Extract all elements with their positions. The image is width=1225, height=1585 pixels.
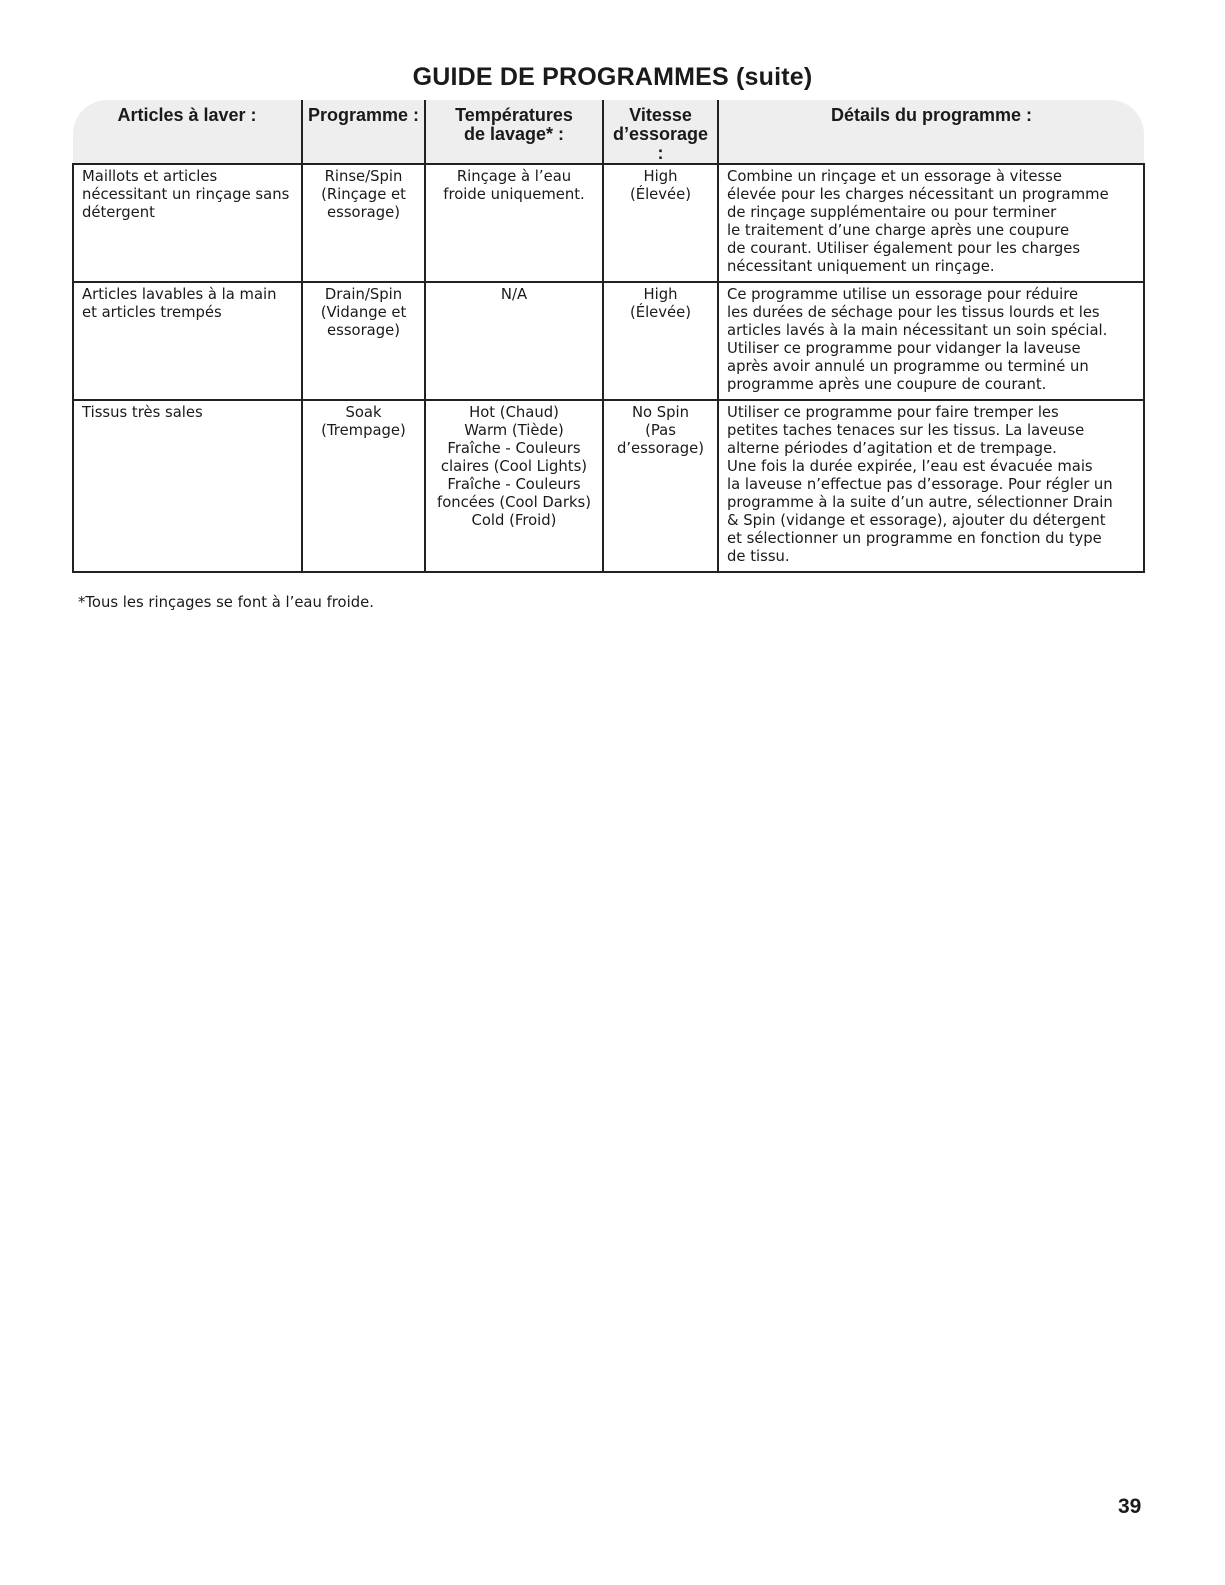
cell-line: de rinçage supplémentaire ou pour terminer [727, 204, 1057, 221]
cell-line: les durées de séchage pour les tissus lourds et les [727, 304, 1100, 321]
cell-line: foncées (Cool Darks) [436, 494, 592, 511]
header-vitesse-line2: d’essorage : [612, 124, 709, 163]
cell-line: Fraîche - Couleurs [447, 440, 581, 457]
cell-line: High [643, 286, 678, 303]
cell-line: élevée pour les charges nécessitant un programme [727, 186, 1109, 203]
cell-line: (Vidange et [320, 304, 407, 321]
cell-line: programme après une coupure de courant. [727, 376, 1047, 393]
cell-line: (Élevée) [629, 186, 692, 203]
cell-line: Ce programme utilise un essorage pour réduire [727, 286, 1079, 303]
cell-line: petites taches tenaces sur les tissus. La laveuse [727, 422, 1085, 439]
cell-temperatures [425, 400, 603, 572]
header-articles-label: Articles à laver : [117, 105, 257, 125]
cell-line: High [643, 168, 678, 185]
cell-vitesse [603, 282, 718, 400]
cell-line: d’essorage) [616, 440, 705, 457]
page-title: GUIDE DE PROGRAMMES (suite) [412, 63, 813, 91]
cell-programme [302, 282, 425, 400]
cell-line: programme à la suite d’un autre, sélectionner Drain [727, 494, 1113, 511]
cell-line: de tissu. [727, 548, 790, 565]
cell-line: articles lavés à la main nécessitant un soin spécial. [727, 322, 1108, 339]
header-temperatures-line1: Températures [455, 105, 573, 125]
cell-line: Articles lavables à la main [82, 286, 277, 303]
cell-line: détergent [82, 204, 155, 221]
cell-line: & Spin (vidange et essorage), ajouter du détergent [727, 512, 1106, 529]
cell-line: (Élevée) [629, 304, 692, 321]
cell-articles [73, 400, 302, 572]
header-details [718, 100, 1144, 164]
cell-temperatures [425, 164, 603, 282]
table-row [73, 400, 1144, 572]
cell-line: Soak [345, 404, 382, 421]
cell-line: nécessitant uniquement un rinçage. [727, 258, 995, 275]
cell-articles [73, 282, 302, 400]
cell-line: Drain/Spin [324, 286, 403, 303]
cell-line: Rinçage à l’eau [456, 168, 572, 185]
header-vitesse [603, 100, 718, 164]
cell-vitesse [603, 164, 718, 282]
header-articles [73, 100, 302, 164]
cell-line: de courant. Utiliser également pour les charges [727, 240, 1081, 257]
cell-details [718, 400, 1144, 572]
cell-line: (Rinçage et [321, 186, 406, 203]
cell-line: et articles trempés [82, 304, 222, 321]
cell-line: Tissus très sales [82, 404, 203, 421]
cell-line: nécessitant un rinçage sans [82, 186, 290, 203]
cell-programme [302, 164, 425, 282]
table-header-row [73, 100, 1144, 164]
cell-line: Une fois la durée expirée, l’eau est évacuée mais [727, 458, 1093, 475]
cell-programme [302, 400, 425, 572]
cell-line: Maillots et articles [82, 168, 218, 185]
footnote: *Tous les rinçages se font à l’eau froide. [78, 594, 374, 611]
cell-line: et sélectionner un programme en fonction du type [727, 530, 1102, 547]
cell-line: No Spin [631, 404, 690, 421]
cell-details [718, 164, 1144, 282]
cell-line: la laveuse n’effectue pas d’essorage. Pour régler un [727, 476, 1113, 493]
cell-line: froide uniquement. [443, 186, 585, 203]
cell-line: Rinse/Spin [324, 168, 403, 185]
cell-line: Cold (Froid) [471, 512, 557, 529]
cell-line: Utiliser ce programme pour vidanger la laveuse [727, 340, 1081, 357]
cell-line: Utiliser ce programme pour faire tremper les [727, 404, 1059, 421]
header-programme-label: Programme : [307, 105, 420, 125]
header-details-label: Détails du programme : [830, 105, 1033, 125]
cell-details [718, 282, 1144, 400]
cell-line: après avoir annulé un programme ou terminé un [727, 358, 1089, 375]
programme-guide-table [72, 100, 1145, 573]
cell-line: (Trempage) [321, 422, 406, 439]
cell-line: (Pas [645, 422, 676, 439]
cell-line: Hot (Chaud) [469, 404, 559, 421]
table-row [73, 282, 1144, 400]
cell-line: Warm (Tiède) [464, 422, 564, 439]
cell-line: essorage) [327, 322, 400, 339]
cell-line: le traitement d’une charge après une coupure [727, 222, 1070, 239]
cell-vitesse [603, 400, 718, 572]
cell-temperatures [425, 282, 603, 400]
cell-articles [73, 164, 302, 282]
header-vitesse-line1: Vitesse [629, 105, 692, 125]
header-temperatures-line2: de lavage* : [463, 124, 565, 144]
cell-line: Fraîche - Couleurs [447, 476, 581, 493]
cell-line: essorage) [327, 204, 400, 221]
header-temperatures [425, 100, 603, 164]
header-programme [302, 100, 425, 164]
cell-line: Combine un rinçage et un essorage à vitesse [727, 168, 1062, 185]
cell-line: alterne périodes d’agitation et de trempage. [727, 440, 1057, 457]
table-row [73, 164, 1144, 282]
cell-line: N/A [500, 286, 528, 303]
cell-line: claires (Cool Lights) [440, 458, 588, 475]
page-number: 39 [1118, 1495, 1142, 1518]
